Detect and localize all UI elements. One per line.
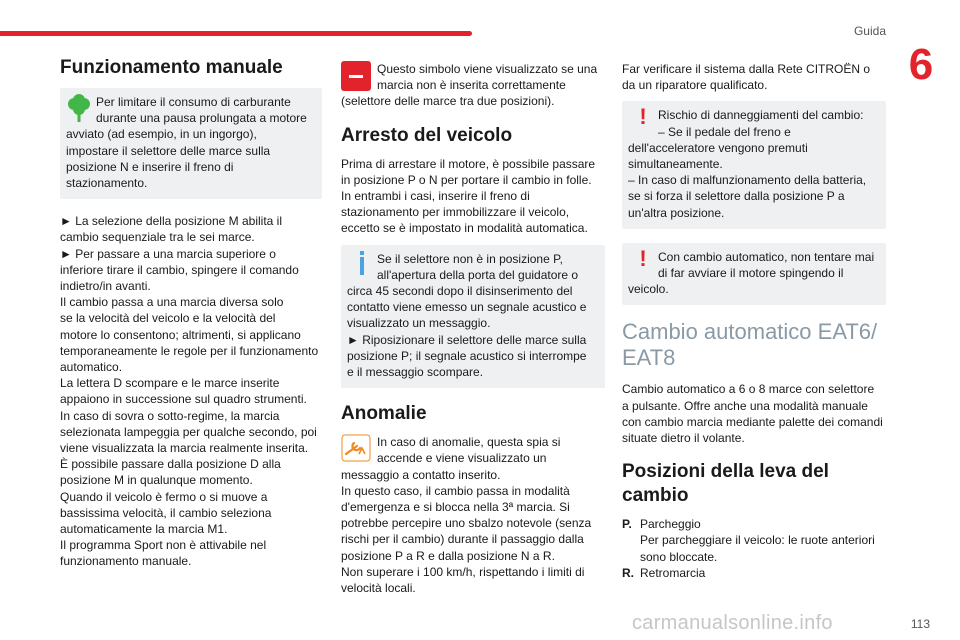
eco-note-line: stazionamento. [66, 176, 148, 191]
gearbox-fault-icon [341, 434, 371, 462]
page-number: 113 [910, 617, 930, 631]
fault-line: Non superare i 100 km/h, rispettando i limiti di [341, 564, 585, 579]
body-line: È possibile passare dalla posizione D alla [60, 457, 281, 472]
fault-line: In questo caso, il cambio passa in modalità [341, 483, 570, 498]
fault-line: accende e viene visualizzato un [377, 451, 547, 466]
warning-line: Rischio di danneggiamenti del cambio: [658, 108, 864, 123]
body-line: bassissima velocità, il cambio seleziona [60, 505, 272, 520]
body-line: temporaneamente le regole per il funzionamento [60, 343, 319, 358]
eat-line: con cambio marcia mediante palette dei comandi [622, 414, 883, 429]
warning-box-push [622, 243, 886, 306]
symbol-line: Questo simbolo viene visualizzato se una [377, 62, 598, 76]
warning-line: – In caso di malfunzionamento della batteria, [628, 173, 867, 188]
info-line: e il messaggio scompare. [347, 365, 484, 380]
fault-line: velocità locali. [341, 581, 416, 596]
eco-tree-icon [66, 94, 92, 124]
fault-line: d'emergenza e si blocca nella 3ª marcia. Si [341, 500, 570, 515]
symbol-line: (selettore delle marce tra due posizioni). [341, 94, 555, 109]
positions-title-line: cambio [622, 485, 689, 507]
stop-line: in posizione P o N per portare il cambio in folle. [341, 172, 592, 187]
position-item-r [622, 565, 886, 581]
body-line: selezionata lampeggia per qualche secondo, poi [60, 424, 317, 439]
eat-line: a pulsante. Offre anche una modalità manuale [622, 398, 868, 413]
warning-line: se si forza il selettore dalla posizione P a [628, 189, 845, 204]
position-item-p [622, 516, 886, 565]
stop-line: stazionamento per immobilizzare il veicolo, [341, 205, 570, 220]
stop-title: Arresto del veicolo [341, 124, 513, 146]
fault-title: Anomalie [341, 403, 427, 425]
warning-line: veicolo. [628, 282, 669, 297]
column-3 [622, 61, 886, 581]
position-desc: Per parcheggiare il veicolo: le ruote anteriori [640, 533, 875, 548]
body-line: automatico. [60, 360, 123, 375]
body-line: indietro/in avanti. [60, 279, 151, 294]
symbol-note [341, 61, 605, 93]
stop-line: eccetto se è impostato in modalità automatica. [341, 221, 588, 236]
header-accent-bar [0, 31, 472, 36]
fault-line: rischi per il cambio) durante il passaggio dalla [341, 532, 584, 547]
info-line: ► Riposizionare il selettore delle marce sulla [347, 332, 587, 347]
body-line: Quando il veicolo è fermo o si muove a [60, 489, 268, 504]
body-line: In caso di sovra o sotto-regime, la marcia [60, 408, 280, 423]
eco-note-line: avviato (ad esempio, in un ingorgo), [66, 127, 257, 142]
eco-note-line: Per limitare il consumo di carburante [96, 95, 291, 109]
intro-line: Far verificare il sistema dalla Rete CITROËN o [622, 62, 871, 76]
body-line: posizione M in qualunque momento. [60, 473, 253, 488]
info-icon [360, 251, 364, 275]
body-line: ► Per passare a una marcia superiore o [60, 246, 276, 261]
body-line: cambio sequenziale tra le sei marce. [60, 230, 255, 245]
intro-line: da un riparatore qualificato. [622, 78, 768, 93]
fault-line: messaggio a contatto inserito. [341, 467, 501, 482]
symbol-line: marcia non è inserita correttamente [377, 78, 566, 93]
body-line: Il cambio passa a una marcia diversa solo [60, 295, 284, 310]
chapter-number: 6 [908, 40, 934, 89]
fault-line: potrebbe percepire uno sbalzo notevole (senza [341, 516, 592, 531]
column-2 [341, 61, 605, 596]
body-line: inferiore tirare il cambio, spingere il comando [60, 262, 299, 277]
stop-line: Prima di arrestare il motore, è possibile passare [341, 156, 596, 171]
warning-line: – Se il pedale del freno e [658, 124, 791, 139]
info-box [341, 245, 605, 389]
body-line: La lettera D scompare e le marce inserite [60, 376, 280, 391]
eat-line: Cambio automatico a 6 o 8 marce con selettore [622, 382, 875, 397]
fault-note [341, 434, 605, 466]
warning-box-damage [622, 101, 886, 228]
eat-title [622, 319, 886, 371]
positions-title-line: Posizioni della leva del [622, 461, 829, 483]
fault-line: In caso di anomalie, questa spia si [377, 435, 561, 450]
manual-mode-title: Funzionamento manuale [60, 57, 283, 78]
warning-line: simultaneamente. [628, 157, 723, 172]
info-line: posizione P; il segnale acustico si interrompe [347, 348, 587, 363]
gear-not-engaged-icon [341, 61, 371, 91]
warning-line: di far avviare il motore spingendo il [658, 266, 844, 281]
column-1 [60, 56, 322, 570]
body-line: funzionamento manuale. [60, 554, 192, 569]
position-label: Retromarcia [640, 565, 706, 580]
position-desc: sono bloccate. [640, 549, 718, 564]
stop-line: In entrambi i casi, inserire il freno di [341, 189, 530, 204]
position-key: R. [622, 565, 634, 580]
warning-icon: ! [639, 245, 647, 271]
eco-note-line: durante una pausa prolungata a motore [96, 111, 307, 126]
info-line: visualizzato un messaggio. [347, 316, 491, 331]
warning-line: dell'acceleratore vengono premuti [628, 140, 808, 155]
body-line: automaticamente la marcia M1. [60, 522, 228, 537]
eat-line: situate dietro il volante. [622, 431, 745, 446]
body-line: ► La selezione della posizione M abilita il [60, 214, 282, 229]
position-label: Parcheggio [640, 517, 701, 532]
eco-note-box [60, 88, 322, 199]
body-line: appaiono in successione sul quadro strumenti. [60, 392, 307, 407]
warning-icon: ! [639, 104, 647, 130]
warning-line: Con cambio automatico, non tentare mai [658, 249, 875, 264]
manual-mode-body [60, 213, 322, 569]
eco-note-line: posizione N e inserire il freno di [66, 159, 234, 174]
positions-title [622, 460, 886, 508]
watermark: carmanualsonline.info [632, 612, 833, 634]
section-label: Guida [853, 24, 886, 38]
body-line: se la velocità del veicolo e la velocità del [60, 311, 276, 326]
fault-line: posizione P a R e dalla posizione N a R. [341, 548, 555, 563]
eat-title-line: EAT8 [622, 345, 676, 371]
body-line: Il programma Sport non è attivabile nel [60, 538, 267, 553]
eco-note-line: impostare il selettore delle marce sulla [66, 143, 271, 158]
info-line: all'apertura della porta del guidatore o [377, 267, 579, 282]
position-key: P. [622, 517, 632, 532]
info-line: Se il selettore non è in posizione P, [377, 251, 563, 266]
info-line: contatto viene emesso un segnale acustico e [347, 300, 587, 315]
body-line: viene visualizzata la marcia realmente inserita. [60, 441, 309, 456]
warning-line: un'altra posizione. [628, 205, 725, 220]
eat-title-line: Cambio automatico EAT6/ [622, 319, 878, 345]
info-line: circa 45 secondi dopo il disinserimento del [347, 284, 573, 299]
body-line: motore lo consentono; altrimenti, si applicano [60, 327, 301, 342]
